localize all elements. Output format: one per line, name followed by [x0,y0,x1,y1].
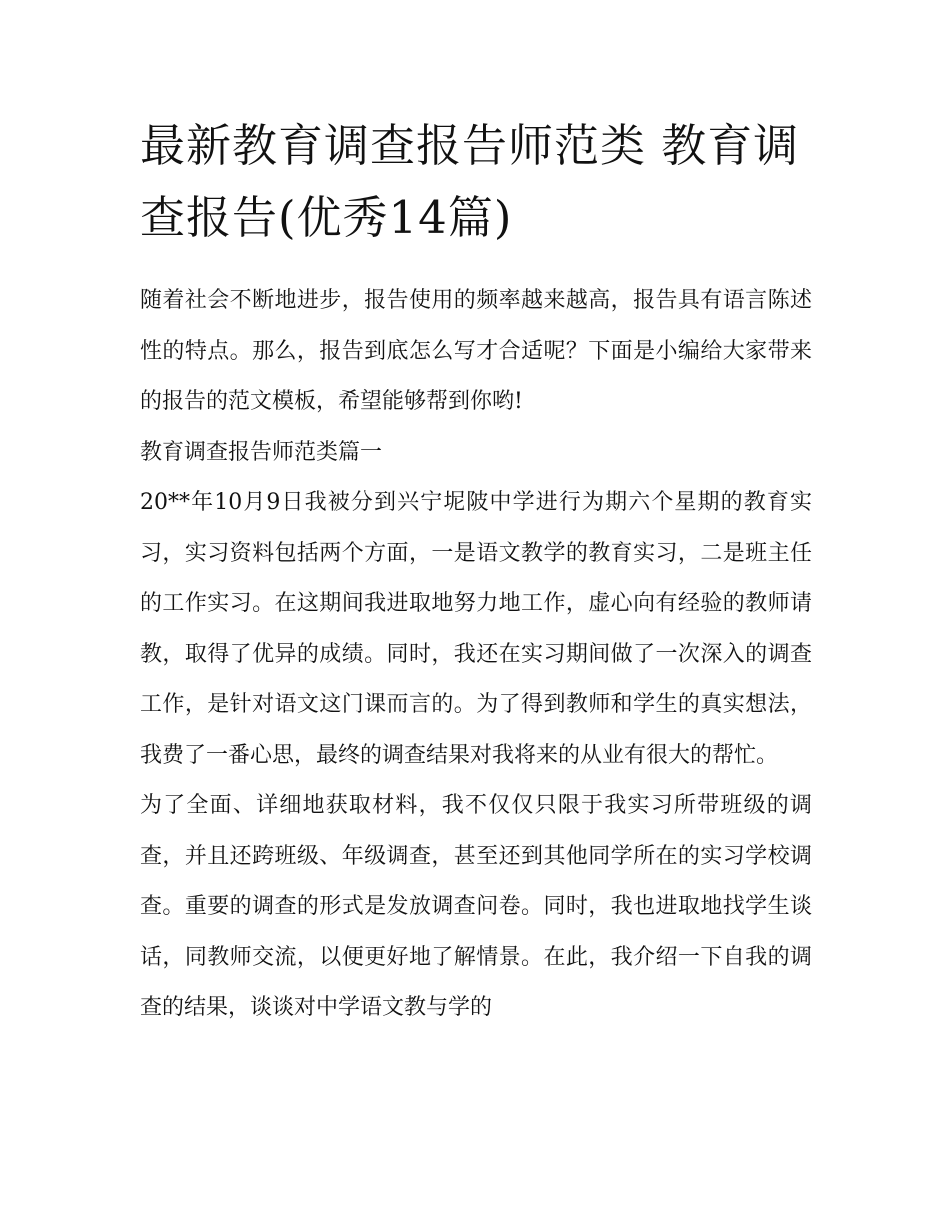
document-body [140,110,812,1034]
body-paragraph: 20**年10月9日我被分到兴宁坭陂中学进行为期六个星期的教育实习，实习资料包括两个方面，一是语文教学的教育实习，二是班主任的工作实习。在这期间我进取地努力地工作，虚心向有经验的教师请教，取得了优异的成绩。同时，我还在实习期间做了一次深入的调查工作，是针对语文这门课而言的。为了得到教师和学生的真实想法，我费了一番心思，最终的调查结果对我将来的从业有很大的帮忙。 [140,490,812,768]
document-title: 最新教育调查报告师范类 教育调查报告(优秀14篇) [140,119,800,244]
body-paragraph: 为了全面、详细地获取材料，我不仅仅只限于我实习所带班级的调查，并且还跨班级、年级调查，甚至还到其他同学所在的实习学校调查。重要的调查的形式是发放调查问卷。同时，我也进取地找学生谈话，同教师交流，以便更好地了解情景。在此，我介绍一下自我的调查的结果，谈谈对中学语文教与学的 [140,793,812,1020]
section-heading: 教育调查报告师范类篇一 [140,439,383,465]
intro-paragraph: 随着社会不断地进步，报告使用的频率越来越高，报告具有语言陈述性的特点。那么，报告到底怎么写才合适呢？下面是小编给大家带来的报告的范文模板，希望能够帮到你哟! [140,288,812,414]
